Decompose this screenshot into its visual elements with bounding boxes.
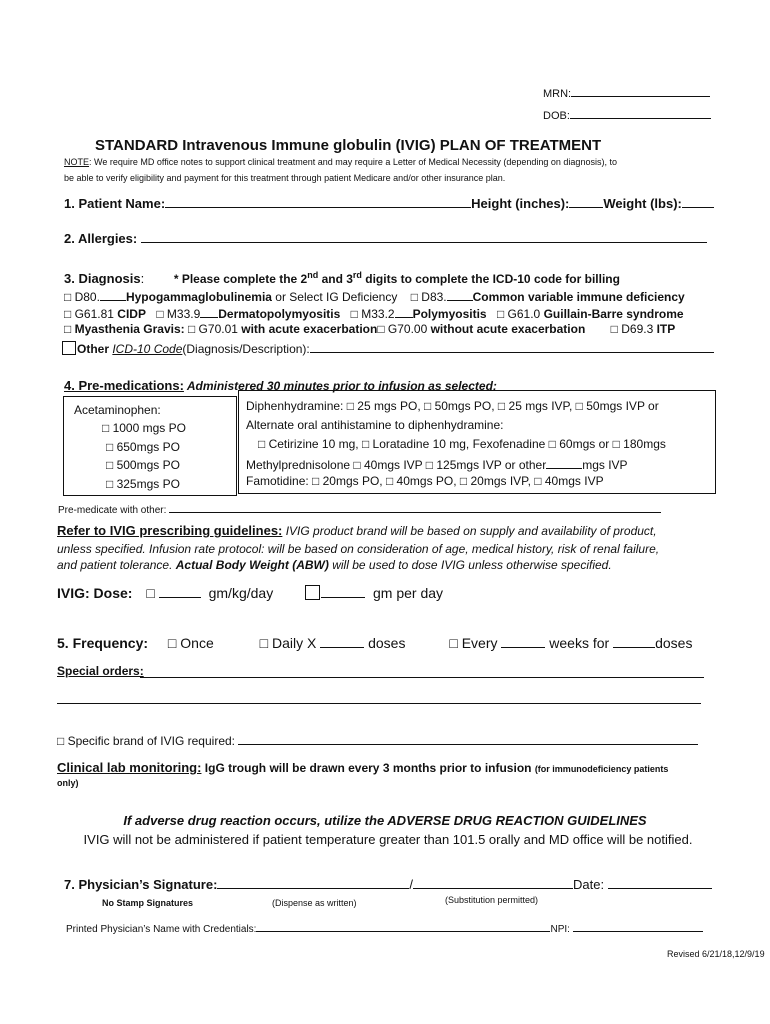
famotidine-line[interactable]: Famotidine: □ 20mgs PO, □ 40mgs PO, □ 20mgs IVP, □ 40mgs IVP (246, 474, 604, 488)
methylprednisolone-line[interactable]: Methylprednisolone □ 40mgs IVP □ 125mgs IVP or other mgs IVP (246, 458, 628, 472)
note-line-1: NOTE: We require MD office notes to support clinical treatment and may require a Letter of Medical Necessity (depending on diagnosis), to (64, 157, 617, 167)
mrn-field[interactable] (543, 84, 710, 100)
acet-option[interactable]: □ 650mgs PO (106, 440, 180, 454)
diagnosis-header: 3. Diagnosis: * Please complete the 2nd and 3rd digits to complete the ICD-10 code for billing (64, 270, 620, 286)
acet-option[interactable]: □ 325mgs PO (106, 477, 180, 491)
patient-name-label: 1. Patient Name: (64, 196, 166, 211)
diphenhydramine-line[interactable]: Diphenhydramine: □ 25 mgs PO, □ 50mgs PO, □ 25 mgs IVP, □ 50mgs IVP or (246, 399, 659, 413)
diagnosis-row-3[interactable]: □ Myasthenia Gravis: □ G70.01 with acute exacerbation□ G70.00 without acute exacerbation □ D69.3 ITP (64, 322, 676, 336)
special-orders-line-2[interactable] (57, 703, 701, 704)
premed-header: 4. Pre-medications: Administered 30 minutes prior to infusion as selected: (64, 378, 497, 393)
height-label: Height (inches): (471, 196, 570, 211)
acet-option[interactable]: □ 1000 mgs PO (102, 421, 186, 435)
antihistamine-options[interactable]: □ Cetirizine 10 mg, □ Loratadine 10 mg, Fexofenadine □ 60mgs or □ 180mgs (258, 437, 666, 451)
substitution-note: (Substitution permitted) (445, 895, 539, 905)
dispense-note: (Dispense as written) (272, 898, 357, 908)
guidelines-line-3: and patient tolerance. Actual Body Weight (ABW) will be used to dose IVIG unless otherwise specified. (57, 558, 612, 572)
premed-other[interactable]: Pre-medicate with other: (58, 500, 661, 516)
allergies-label: 2. Allergies: (64, 231, 138, 246)
adverse-reaction-line: If adverse drug reaction occurs, utilize the ADVERSE DRUG REACTION GUIDELINES (123, 813, 647, 828)
special-orders-line-1[interactable] (140, 677, 704, 678)
dose-gm-checkbox[interactable] (305, 585, 320, 600)
other-checkbox[interactable] (62, 341, 76, 355)
revised-date: Revised 6/21/18,12/9/19 (667, 949, 765, 959)
acetaminophen-title: Acetaminophen: (74, 403, 161, 417)
guidelines-line-2: unless specified. Infusion rate protocol: will be based on consideration of age, medical history, risk of renal failure, (57, 542, 660, 556)
dob-field[interactable] (543, 106, 711, 122)
printed-name-row[interactable]: Printed Physician’s Name with Credentials: NPI: (66, 919, 703, 935)
no-stamp-note: No Stamp Signatures (102, 898, 194, 908)
dob-label: DOB: (543, 110, 570, 122)
page-title: STANDARD Intravenous Immune globulin (IVIG) PLAN OF TREATMENT (95, 137, 602, 154)
signature-row[interactable]: 7. Physician’s Signature: / Date: (64, 876, 712, 892)
temperature-note: IVIG will not be administered if patient temperature greater than 101.5 orally and MD office will be notified. (83, 832, 693, 847)
diagnosis-row-1[interactable]: □ D80. Hypogammaglobulinemia or Select IG Deficiency □ D83. Common variable immune deficiency (64, 290, 685, 304)
mrn-label: MRN: (543, 88, 572, 100)
brand-row[interactable]: □ Specific brand of IVIG required: (57, 732, 698, 748)
lab-monitoring-cont: only) (57, 778, 79, 788)
frequency-row[interactable]: 5. Frequency: □ Once □ Daily X doses □ Every weeks for doses (57, 635, 693, 651)
lab-monitoring: Clinical lab monitoring: IgG trough will be drawn every 3 months prior to infusion (for immunodeficiency patients (57, 760, 669, 775)
acet-option[interactable]: □ 500mgs PO (106, 458, 180, 472)
diagnosis-other-row[interactable]: Other ICD-10 Code(Diagnosis/Description): (62, 340, 714, 356)
alt-antihistamine-line: Alternate oral antihistamine to diphenhydramine: (246, 418, 504, 432)
patient-row[interactable] (64, 195, 714, 211)
dose-row[interactable]: IVIG: Dose: □ gm/kg/day gm per day (57, 585, 444, 601)
guidelines-line-1: Refer to IVIG prescribing guidelines: IVIG product brand will be based on supply and availability of product, (57, 523, 657, 538)
special-orders-label: Special orders: (57, 664, 144, 678)
allergies-row[interactable] (64, 230, 707, 246)
note-line-2: be able to verify eligibility and payment for this treatment through patient Medicare and/or other insurance plan. (64, 173, 506, 183)
diagnosis-row-2[interactable]: □ G61.81 CIDP □ M33.9 Dermatopolymyositis □ M33.2 Polymyositis □ G61.0 Guillain-Barre syndrome (64, 307, 684, 321)
weight-label: Weight (lbs): (603, 196, 682, 211)
